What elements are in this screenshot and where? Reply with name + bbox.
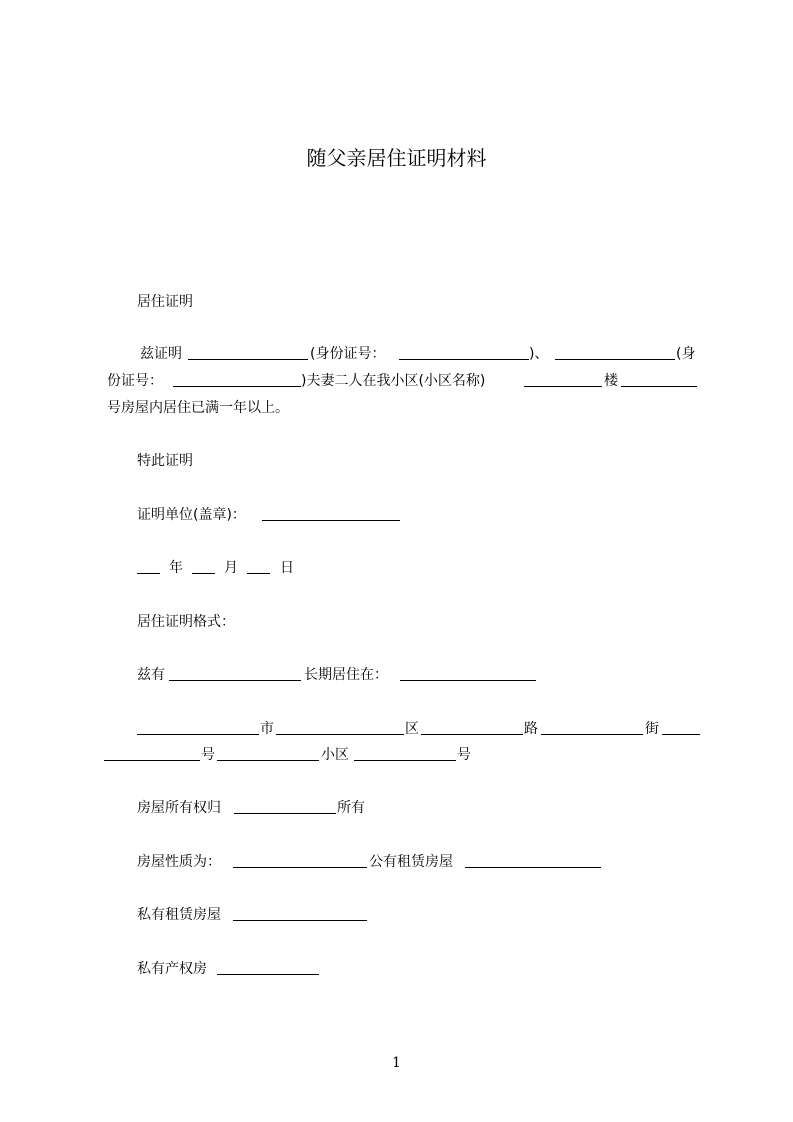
community-blank[interactable] (524, 371, 602, 387)
name-blank-2[interactable] (555, 344, 675, 360)
id-blank-1[interactable] (399, 344, 529, 360)
private-rent-blank[interactable] (233, 905, 367, 921)
year-blank[interactable] (137, 558, 160, 574)
resident-name-blank[interactable] (169, 665, 301, 681)
city-blank[interactable] (137, 719, 259, 735)
private-own-blank[interactable] (217, 959, 319, 975)
street-tail-blank[interactable] (662, 719, 700, 735)
owner-blank[interactable] (234, 798, 336, 814)
document-title: 随父亲居住证明材料 (306, 146, 487, 170)
month-blank[interactable] (192, 558, 215, 574)
public-rent-blank[interactable] (465, 852, 601, 868)
street-blank[interactable] (541, 719, 643, 735)
number2-blank[interactable] (217, 745, 319, 761)
day-blank[interactable] (247, 558, 270, 574)
residence-blank[interactable] (400, 665, 536, 681)
page-number: 1 (392, 1055, 401, 1071)
number-blank[interactable] (104, 745, 200, 761)
issuer-blank[interactable] (262, 505, 400, 521)
district-blank[interactable] (276, 719, 404, 735)
id-blank-2[interactable] (173, 371, 301, 387)
community-name-blank[interactable] (354, 745, 456, 761)
nature-blank[interactable] (233, 852, 367, 868)
name-blank-1[interactable] (188, 344, 308, 360)
building-blank[interactable] (621, 371, 697, 387)
road-blank[interactable] (421, 719, 523, 735)
